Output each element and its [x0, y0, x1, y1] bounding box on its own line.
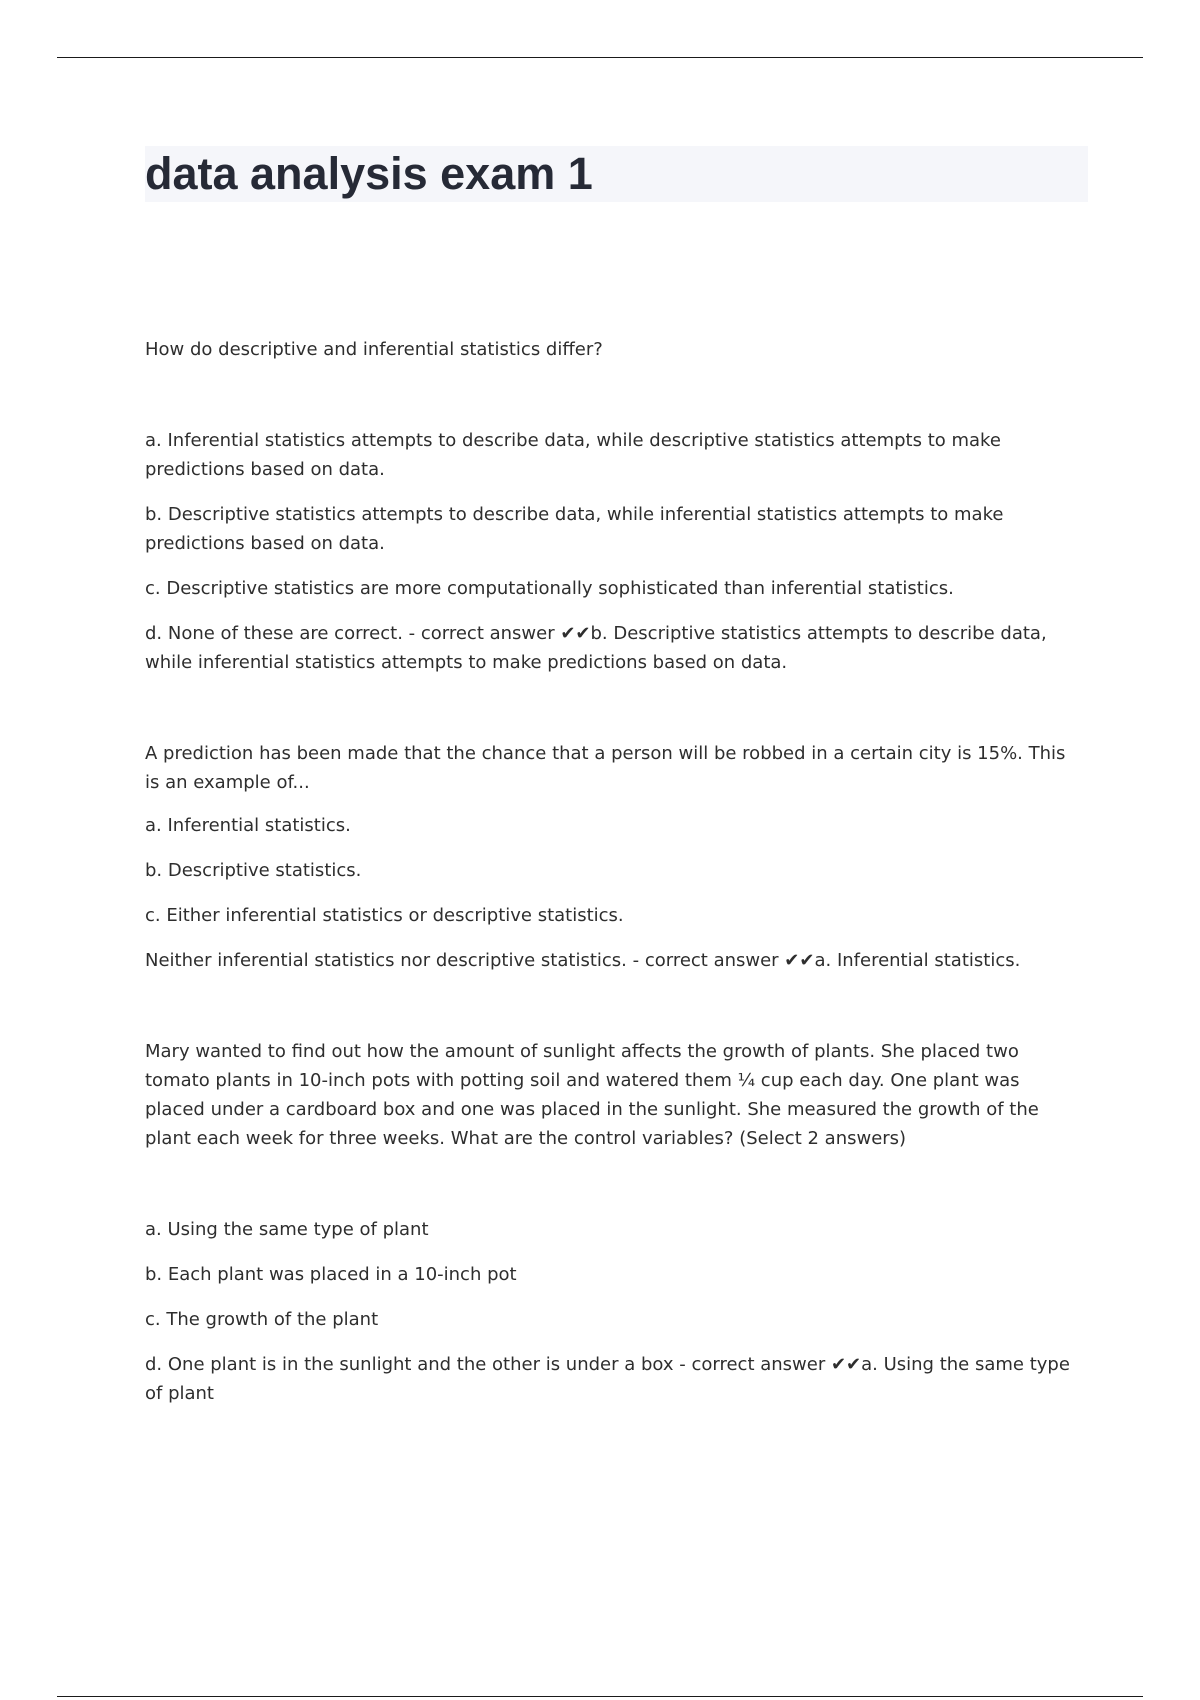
- answer-option: a. Inferential statistics.: [145, 815, 351, 836]
- answer-option-with-correct-answer: d. One plant is in the sunlight and the other is under a box - correct answer ✔✔a. Using the same type of plant: [145, 1354, 1070, 1404]
- answer-option: b. Descriptive statistics attempts to describe data, while inferential statistics attempts to make predictions based on data.: [145, 504, 1004, 554]
- answer-option: a. Inferential statistics attempts to describe data, while descriptive statistics attempts to make predictions based on data.: [145, 430, 1001, 480]
- question-prompt: Mary wanted to find out how the amount of sunlight affects the growth of plants. She placed two tomato plants in 10-inch pots with potting soil and watered them ¼ cup each day. One plant was placed under a cardboard box and one was placed in the sunlight. She measured the growth of the plant each week for three weeks. What are the control variables? (Select 2 answers): [145, 1041, 1039, 1149]
- answer-option-with-correct-answer: Neither inferential statistics nor descriptive statistics. - correct answer ✔✔a. Inferential statistics.: [145, 950, 1021, 971]
- header-rule: [57, 57, 1143, 58]
- question-block: [145, 335, 1085, 677]
- question-block: [145, 1037, 1085, 1408]
- answer-option: c. The growth of the plant: [145, 1309, 379, 1330]
- answer-option: b. Each plant was placed in a 10-inch pot: [145, 1264, 517, 1285]
- question-block: [145, 739, 1085, 975]
- answer-option: a. Using the same type of plant: [145, 1219, 429, 1240]
- answer-option: c. Descriptive statistics are more computationally sophisticated than inferential statistics.: [145, 578, 954, 599]
- answer-option: b. Descriptive statistics.: [145, 860, 362, 881]
- question-prompt: A prediction has been made that the chance that a person will be robbed in a certain city is 15%. This is an example of...: [145, 743, 1066, 793]
- footer-rule: [57, 1696, 1143, 1697]
- answer-option-with-correct-answer: d. None of these are correct. - correct answer ✔✔b. Descriptive statistics attempts to describe data, while inferential statistics attempts to make predictions based on data.: [145, 623, 1047, 673]
- answer-option: c. Either inferential statistics or descriptive statistics.: [145, 905, 624, 926]
- document-body: [145, 335, 1085, 1408]
- question-prompt: How do descriptive and inferential statistics differ?: [145, 339, 603, 360]
- document-title: data analysis exam 1: [145, 148, 593, 199]
